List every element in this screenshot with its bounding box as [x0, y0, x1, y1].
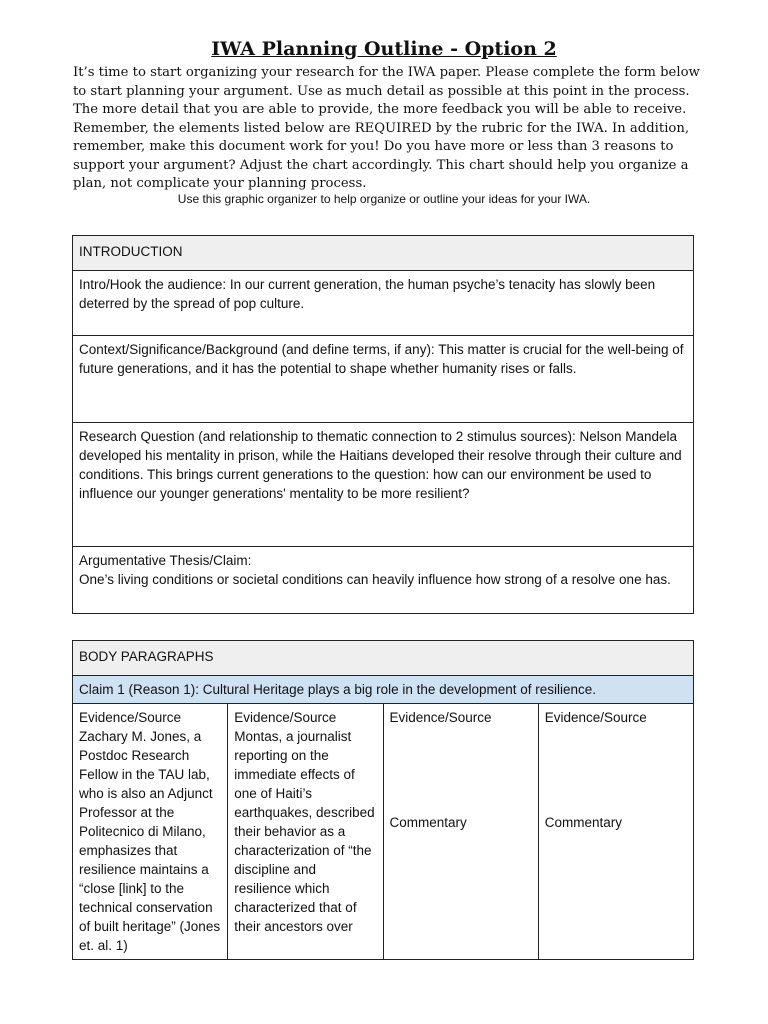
research-question-cell[interactable]: Research Question (and relationship to thematic connection to 2 stimulus sources): Nelson Mandela developed his mentality in prison, while the Haitians developed their resolve through their culture and conditions. This brings current generations to the question: how can our environment be used to influence our younger generations' mentality to be more resilient?	[73, 423, 694, 547]
thesis-cell[interactable]	[73, 547, 694, 614]
evidence-cell-1[interactable]	[73, 704, 228, 960]
evidence-text: Zachary M. Jones, a Postdoc Research Fellow in the TAU lab, who is also an Adjunct Professor at the Politecnico di Milano, emphasizes that resilience maintains a “close [link] to the technical conservation of built heritage” (Jones et. al. 1)	[79, 729, 221, 953]
thesis-text: One’s living conditions or societal conditions can heavily influence how strong of a resolve one has.	[79, 572, 671, 587]
introduction-header: INTRODUCTION	[73, 236, 694, 271]
introduction-table	[72, 235, 694, 614]
claim-1-cell[interactable]: Claim 1 (Reason 1): Cultural Heritage plays a big role in the development of resilience.	[73, 676, 694, 704]
commentary-label: Commentary	[544, 815, 623, 830]
instructions-paragraph: It’s time to start organizing your research for the IWA paper. Please complete the form below to start planning your argument. Use as much detail as possible at this point in the process. The more detail that you are able to provide, the more feedback you will be able to receive. Remember, the elements listed below are REQUIRED by the rubric for the IWA. In addition, remember, make this document work for you! Do you have more or less than 3 reasons to support your argument? Adjust the chart accordingly. This chart should help you organize a plan, not complicate your planning process.	[73, 65, 700, 191]
evidence-label: Evidence/Source	[544, 710, 647, 725]
evidence-label: Evidence/Source	[79, 710, 182, 725]
evidence-cell-2[interactable]	[228, 704, 383, 960]
evidence-label: Evidence/Source	[234, 710, 337, 725]
evidence-text: Montas, a journalist reporting on the immediate effects of one of Haiti’s earthquakes, described their behavior as a characterization of “the discipline and resilience which characterized that of their ancestors over	[234, 729, 375, 934]
page-title: IWA Planning Outline - Option 2	[211, 38, 557, 60]
organizer-note: Use this graphic organizer to help organize or outline your ideas for your IWA.	[177, 192, 591, 206]
body-paragraphs-table	[72, 640, 694, 960]
thesis-label: Argumentative Thesis/Claim:	[79, 553, 252, 568]
hook-cell[interactable]: Intro/Hook the audience: In our current generation, the human psyche’s tenacity has slowly been deterred by the spread of pop culture.	[73, 271, 694, 336]
evidence-cell-4[interactable]	[538, 704, 693, 960]
body-header: BODY PARAGRAPHS	[73, 641, 694, 676]
commentary-label: Commentary	[389, 815, 467, 830]
evidence-cell-3[interactable]	[383, 704, 538, 960]
context-cell[interactable]: Context/Significance/Background (and define terms, if any): This matter is crucial for the well-being of future generations, and it has the potential to shape whether humanity rises or falls.	[73, 336, 694, 423]
evidence-label: Evidence/Source	[389, 710, 492, 725]
